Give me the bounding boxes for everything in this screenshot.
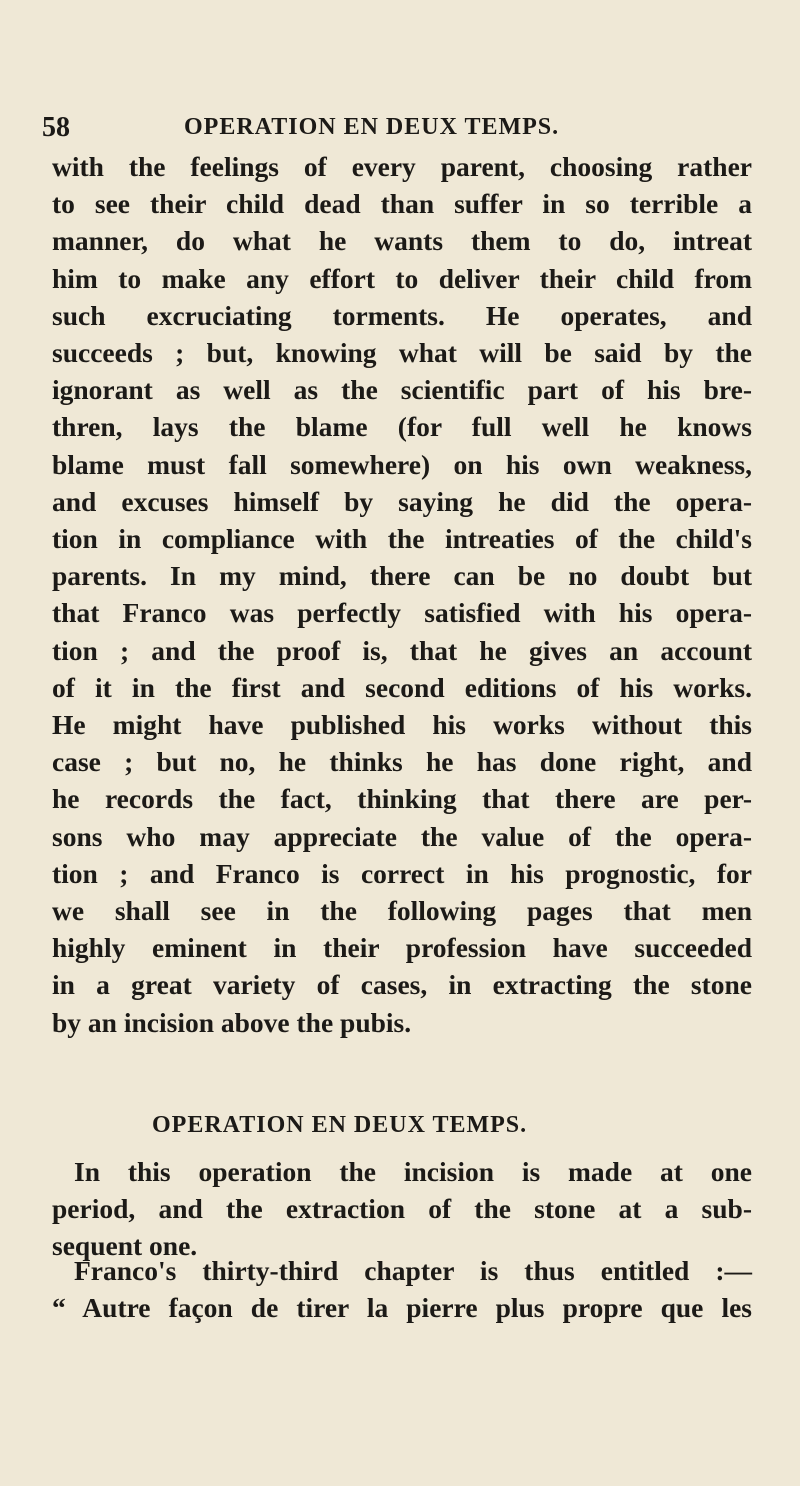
section-heading: OPERATION EN DEUX TEMPS. [152,1112,528,1138]
text-line: him to make any effort to deliver their child from [52,262,752,294]
text-line: succeeds ; but, knowing what will be said by the [52,337,752,369]
text-line: sons who may appreciate the value of the opera- [52,820,752,852]
page-header [42,112,762,144]
text-line: parents. In my mind, there can be no doubt but [52,560,752,592]
text-line: by an incision above the pubis. [52,1006,412,1038]
text-line: tion ; and Franco is correct in his prognostic, for [52,857,752,889]
paragraph-3 [52,1252,752,1326]
text-line: sequent one. [52,1230,198,1262]
text-line: to see their child dead than suffer in so terrible a [52,188,752,220]
text-line: with the feelings of every parent, choosing rather [52,151,752,182]
text-line: case ; but no, he thinks he has done right, and [52,746,752,778]
text-line: he records the fact, thinking that there are per- [52,783,752,815]
text-line: tion in compliance with the intreaties of the child's [52,523,752,555]
text-line: He might have published his works without this [52,709,752,741]
text-line: highly eminent in their profession have succeeded [52,932,752,964]
text-line: “ Autre façon de tirer la pierre plus propre que les [52,1292,752,1324]
text-line: that Franco was perfectly satisfied with his opera- [52,597,752,629]
text-line: we shall see in the following pages that men [52,895,752,927]
text-line: ignorant as well as the scientific part of his bre- [52,374,752,406]
text-line: In this operation the incision is made at one [74,1156,752,1187]
text-line: period, and the extraction of the stone at a sub- [52,1193,752,1225]
text-line: in a great variety of cases, in extracting the stone [52,969,752,1001]
text-line: of it in the first and second editions of his works. [52,671,752,703]
text-line: Franco's thirty-third chapter is thus entitled :— [74,1255,752,1286]
text-line: such excruciating torments. He operates, and [52,299,752,331]
running-head: OPERATION EN DEUX TEMPS. [184,114,560,140]
text-line: blame must fall somewhere) on his own weakness, [52,448,752,480]
text-line: and excuses himself by saying he did the opera- [52,485,752,517]
text-line: tion ; and the proof is, that he gives an account [52,634,752,666]
paragraph-2 [52,1153,752,1265]
text-line: thren, lays the blame (for full well he knows [52,411,752,443]
text-line: manner, do what he wants them to do, intreat [52,225,752,257]
paragraph-1 [52,148,752,1041]
page-number: 58 [42,112,70,143]
